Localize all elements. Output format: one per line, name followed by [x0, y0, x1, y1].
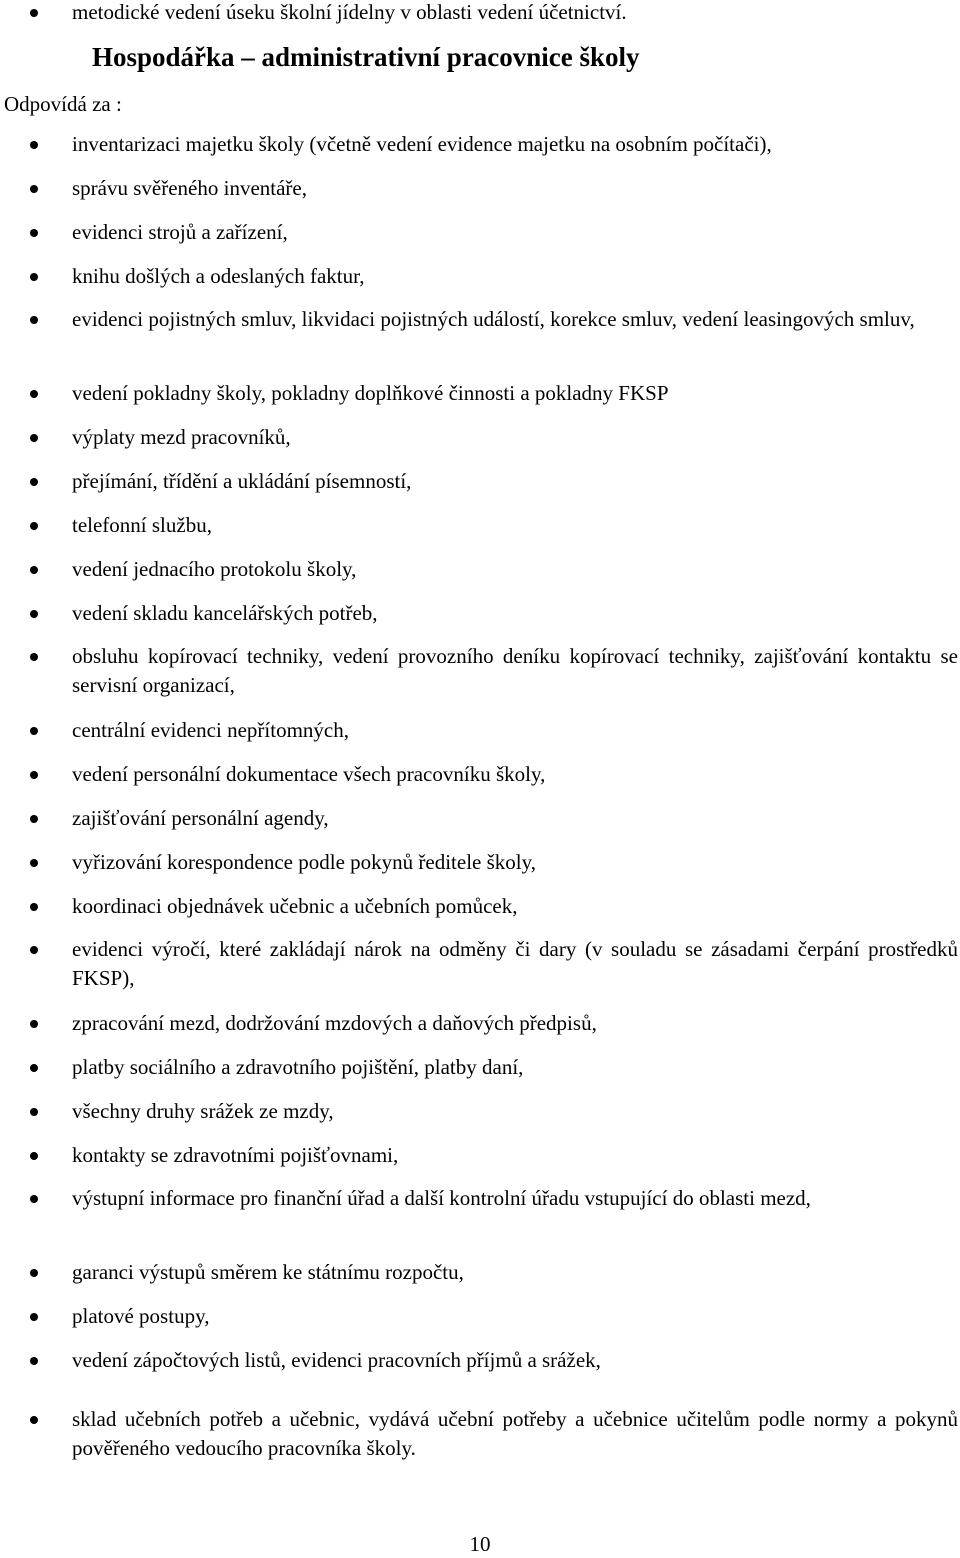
bullet-icon	[30, 478, 38, 486]
list-item-text: vyřizování korespondence podle pokynů ředitele školy,	[72, 850, 537, 874]
list-item-text: vedení personální dokumentace všech pracovníku školy,	[72, 762, 546, 786]
list-item-text: zajišťování personální agendy,	[72, 806, 329, 830]
list-item-text: evidenci pojistných smluv, likvidaci pojistných událostí, korekce smluv, vedení leasingových smluv,	[72, 307, 915, 331]
list-item-text: výstupní informace pro finanční úřad a další kontrolní úřadu vstupující do oblasti mezd,	[72, 1186, 811, 1210]
list-item-text: vedení pokladny školy, pokladny doplňkové činnosti a pokladny FKSP	[72, 381, 669, 405]
list-item-text: inventarizaci majetku školy (včetně vedení evidence majetku na osobním počítači),	[72, 132, 772, 156]
list-item-text: telefonní službu,	[72, 513, 212, 537]
page-number: 10	[469, 1532, 491, 1556]
bullet-icon	[30, 273, 38, 281]
list-item-text: přejímání, třídění a ukládání písemností,	[72, 469, 412, 493]
bullet-icon	[30, 1020, 38, 1028]
bullet-icon	[30, 566, 38, 574]
bullet-icon	[30, 946, 38, 954]
list-item-text: platby sociálního a zdravotního pojištění, platby daní,	[72, 1055, 524, 1079]
bullet-icon	[30, 1064, 38, 1072]
list-item-text: evidenci strojů a zařízení,	[72, 220, 288, 244]
bullet-icon	[30, 903, 38, 911]
bullet-icon	[30, 815, 38, 823]
bullet-icon	[30, 316, 38, 324]
list-item-text: knihu došlých a odeslaných faktur,	[72, 264, 365, 288]
bullet-icon	[30, 771, 38, 779]
bullet-icon	[30, 653, 38, 661]
bullet-icon	[30, 390, 38, 398]
list-item-text: garanci výstupů směrem ke státnímu rozpočtu,	[72, 1260, 464, 1284]
list-item-text: vedení jednacího protokolu školy,	[72, 557, 357, 581]
list-item-text: evidenci výročí, které zakládají nárok na odměny či dary (v souladu se zásadami čerpání prostředků FKSP),	[72, 937, 958, 990]
list-item-text: koordinaci objednávek učebnic a učebních pomůcek,	[72, 894, 518, 918]
bullet-icon	[30, 434, 38, 442]
bullet-icon	[30, 141, 38, 149]
list-item-text: kontakty se zdravotními pojišťovnami,	[72, 1143, 399, 1167]
bullet-icon	[30, 1416, 38, 1424]
bullet-icon	[30, 1269, 38, 1277]
bullet-icon	[30, 1108, 38, 1116]
list-item-text: zpracování mezd, dodržování mzdových a daňových předpisů,	[72, 1011, 597, 1035]
bullet-icon	[30, 1195, 38, 1203]
bullet-icon	[30, 1152, 38, 1160]
bullet-icon	[30, 727, 38, 735]
bullet-icon	[30, 522, 38, 530]
list-item-text: sklad učebních potřeb a učebnic, vydává učební potřeby a učebnice učitelům podle normy a pokynů pověřeného vedoucího pracovníka školy.	[72, 1407, 958, 1460]
bullet-icon	[30, 185, 38, 193]
list-item-text: výplaty mezd pracovníků,	[72, 425, 291, 449]
bullet-icon	[30, 1313, 38, 1321]
list-item-text: platové postupy,	[72, 1304, 210, 1328]
responsible-label: Odpovídá za :	[4, 92, 122, 116]
bullet-icon	[30, 9, 38, 17]
list-item-text: vedení skladu kancelářských potřeb,	[72, 601, 378, 625]
section-heading: Hospodářka – administrativní pracovnice školy	[92, 42, 640, 72]
bullet-icon	[30, 1357, 38, 1365]
bullet-icon	[30, 610, 38, 618]
bullet-icon	[30, 859, 38, 867]
list-item-text: obsluhu kopírovací techniky, vedení provozního deníku kopírovací techniky, zajišťování kontaktu se servisní organizací,	[72, 644, 958, 697]
list-item-text: centrální evidenci nepřítomných,	[72, 718, 349, 742]
list-item-text: metodické vedení úseku školní jídelny v oblasti vedení účetnictví.	[72, 0, 627, 24]
list-item-text: vedení zápočtových listů, evidenci pracovních příjmů a srážek,	[72, 1348, 601, 1372]
list-item-text: správu svěřeného inventáře,	[72, 176, 307, 200]
bullet-icon	[30, 229, 38, 237]
list-item-text: všechny druhy srážek ze mzdy,	[72, 1099, 334, 1123]
